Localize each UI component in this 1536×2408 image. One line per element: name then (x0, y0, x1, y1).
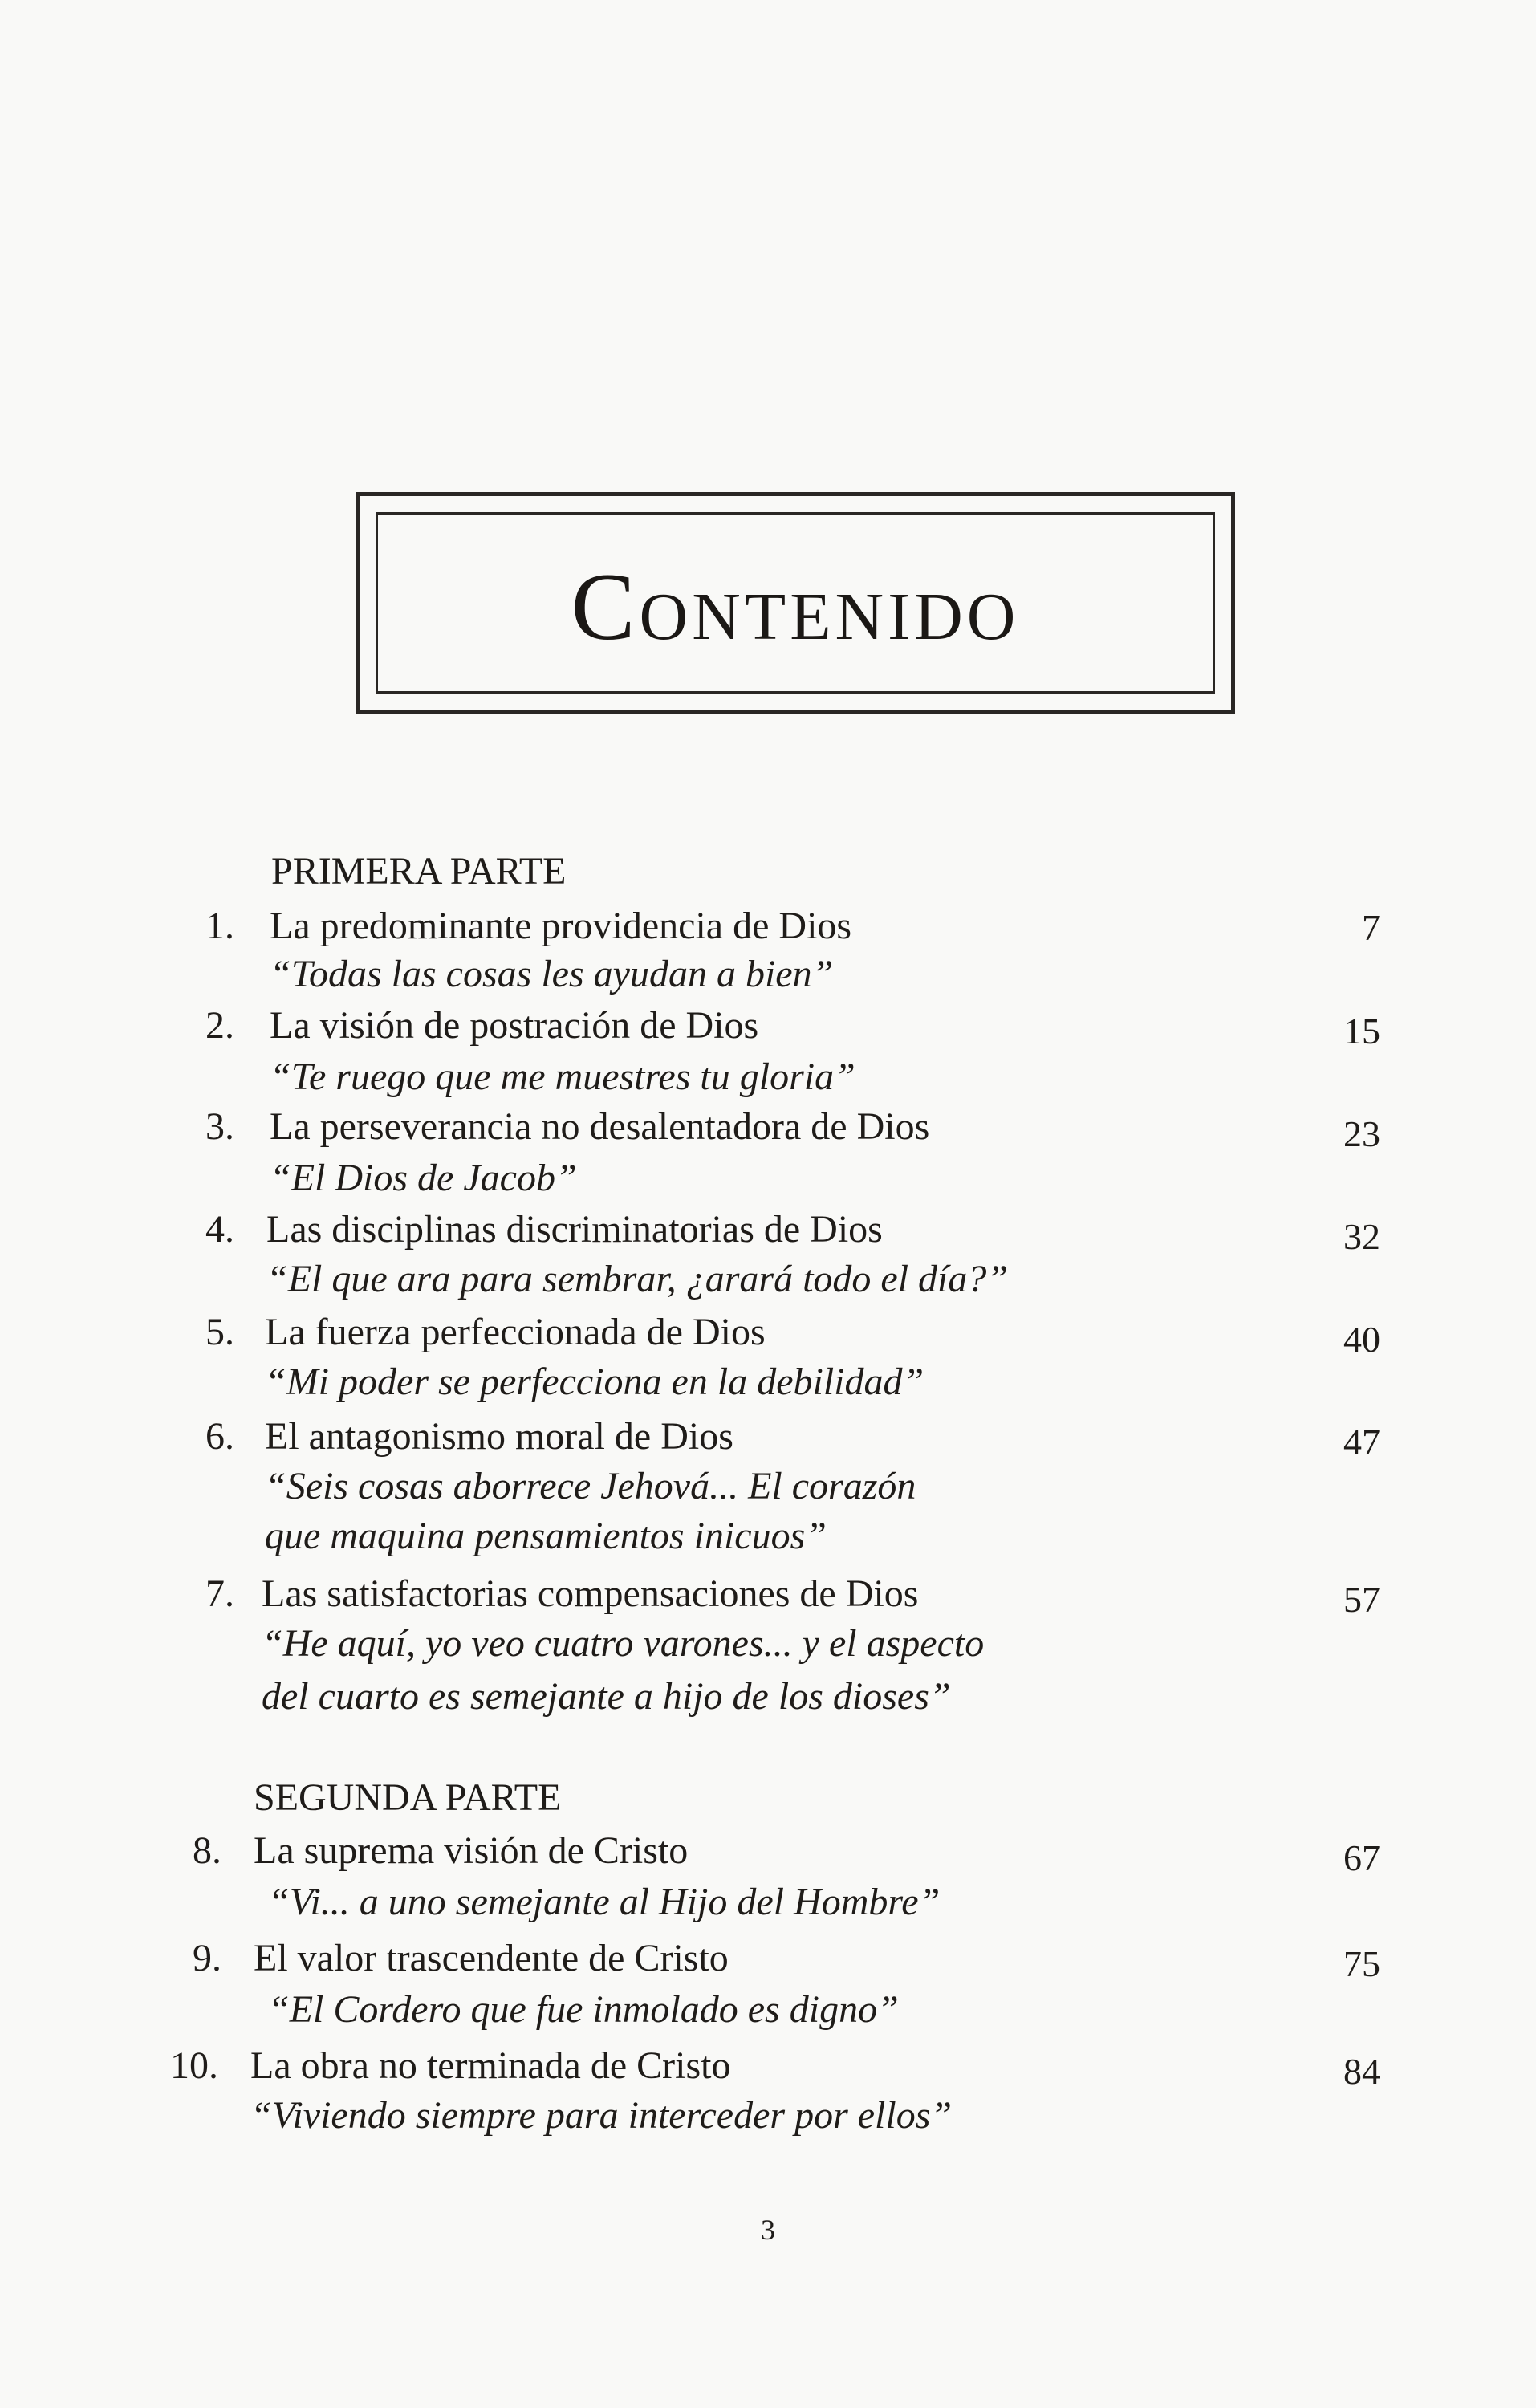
entry-quote: “El que ara para sembrar, ¿arará todo el día?” (266, 1258, 1009, 1300)
page-title: Contenido (571, 553, 1020, 660)
entry-page: 15 (1343, 1011, 1380, 1051)
entry-title: La obra no terminada de Cristo (250, 2044, 731, 2087)
entry-page: 67 (1343, 1837, 1380, 1878)
entry-quote: “Mi poder se perfecciona en la debilidad” (265, 1361, 924, 1403)
entry-quote: “El Dios de Jacob” (270, 1157, 577, 1199)
entry-page: 57 (1343, 1579, 1380, 1620)
entry-title: La visión de postración de Dios (270, 1004, 759, 1047)
entry-title: La perseverancia no desalentadora de Dios (270, 1105, 930, 1148)
entry-quote: “El Cordero que fue inmolado es digno” (268, 1988, 899, 2031)
entry-number: 5. (205, 1311, 234, 1353)
entry-title: Las satisfactorias compensaciones de Dios (262, 1572, 919, 1615)
entry-title: La fuerza perfeccionada de Dios (265, 1311, 766, 1353)
entry-title: La suprema visión de Cristo (254, 1829, 689, 1872)
entry-title: La predominante providencia de Dios (270, 905, 852, 947)
entry-quote: “Te ruego que me muestres tu gloria” (270, 1056, 855, 1098)
entry-quote: “Vi... a uno semejante al Hijo del Hombre” (268, 1881, 941, 1923)
entry-title: El antagonismo moral de Dios (265, 1415, 733, 1458)
part-heading: PRIMERA PARTE (271, 850, 567, 893)
entry-number: 7. (205, 1572, 234, 1615)
entry-quote: “He aquí, yo veo cuatro varones... y el aspecto (262, 1622, 985, 1665)
entry-quote: del cuarto es semejante a hijo de los dioses” (262, 1675, 951, 1718)
entry-number: 4. (205, 1208, 234, 1251)
entry-number: 10. (170, 2044, 218, 2087)
page-number: 3 (761, 2214, 775, 2246)
part-heading: SEGUNDA PARTE (254, 1776, 562, 1819)
entry-page: 75 (1343, 1943, 1380, 1984)
entry-title: El valor trascendente de Cristo (254, 1937, 729, 1979)
entry-title: Las disciplinas discriminatorias de Dios (266, 1208, 883, 1251)
entry-number: 8. (193, 1829, 221, 1872)
entry-number: 9. (193, 1937, 221, 1979)
entry-page: 23 (1343, 1113, 1380, 1154)
entry-page: 40 (1343, 1319, 1380, 1360)
entry-quote: “Todas las cosas les ayudan a bien” (270, 953, 834, 995)
entry-quote: “Viviendo siempre para interceder por ellos” (250, 2094, 953, 2137)
entry-page: 47 (1343, 1422, 1380, 1462)
entry-number: 2. (205, 1004, 234, 1047)
entry-quote: “Seis cosas aborrece Jehová... El corazón (265, 1465, 916, 1507)
entry-number: 6. (205, 1415, 234, 1458)
entry-number: 3. (205, 1105, 234, 1148)
entry-number: 1. (205, 905, 234, 947)
entry-page: 7 (1362, 907, 1380, 948)
entry-page: 84 (1343, 2051, 1380, 2092)
entry-page: 32 (1343, 1216, 1380, 1257)
entry-quote: que maquina pensamientos inicuos” (265, 1515, 827, 1557)
